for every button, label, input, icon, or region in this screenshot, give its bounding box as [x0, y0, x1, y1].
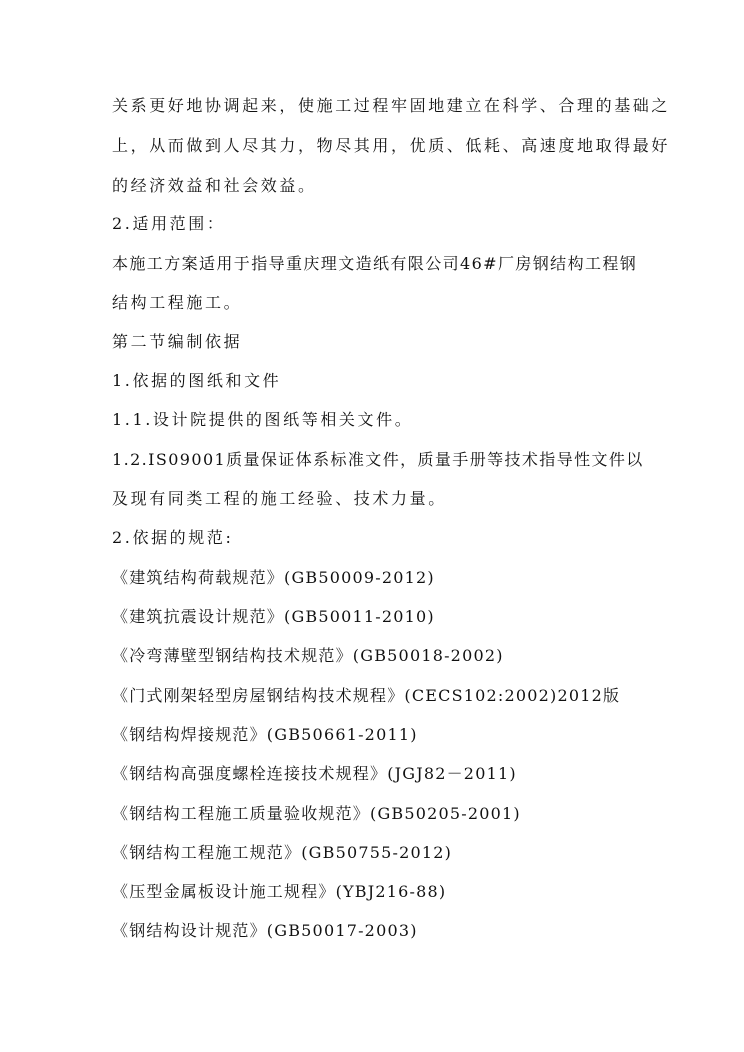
code-ref-4: 《门式刚架轻型房屋钢结构技术规程》(CECS102:2002)2012版 — [112, 686, 621, 705]
subheading-codes: 2.依据的规范: — [112, 528, 234, 547]
scope-line-1: 本施工方案适用于指导重庆理文造纸有限公司46#厂房钢结构工程钢 — [112, 254, 638, 273]
code-ref-9: 《压型金属板设计施工规程》(YBJ216-88) — [112, 882, 447, 901]
code-ref-3: 《冷弯薄壁型钢结构技术规范》(GB50018-2002) — [112, 646, 504, 665]
item-1-2-line-2: 及现有同类工程的施工经验、技术力量。 — [112, 489, 447, 508]
code-ref-10: 《钢结构设计规范》(GB50017-2003) — [112, 921, 418, 940]
section-heading-basis: 第二节编制依据 — [112, 332, 243, 351]
subheading-drawings: 1.依据的图纸和文件 — [112, 371, 282, 390]
item-1-1: 1.1.设计院提供的图纸等相关文件。 — [112, 410, 414, 429]
item-1-2-line-1: 1.2.IS09001质量保证体系标准文件，质量手册等技术指导性文件以 — [112, 450, 644, 469]
code-ref-1: 《建筑结构荷载规范》(GB50009-2012) — [112, 568, 435, 587]
scope-line-2: 结构工程施工。 — [112, 293, 243, 312]
paragraph-line-3: 的经济效益和社会效益。 — [112, 176, 317, 195]
paragraph-line-2: 上，从而做到人尽其力，物尽其用，优质、低耗、高速度地取得最好 — [112, 136, 671, 155]
code-ref-7: 《钢结构工程施工质量验收规范》(GB50205-2001) — [112, 804, 521, 823]
code-ref-6: 《钢结构高强度螺栓连接技术规程》(JGJ82－2011) — [112, 764, 517, 783]
section-heading-scope: 2.适用范围： — [112, 214, 226, 233]
paragraph-line-1: 关系更好地协调起来，使施工过程牢固地建立在科学、合理的基础之 — [112, 96, 671, 115]
code-ref-8: 《钢结构工程施工规范》(GB50755-2012) — [112, 843, 453, 862]
code-ref-2: 《建筑抗震设计规范》(GB50011-2010) — [112, 607, 435, 626]
code-ref-5: 《钢结构焊接规范》(GB50661-2011) — [112, 725, 418, 744]
